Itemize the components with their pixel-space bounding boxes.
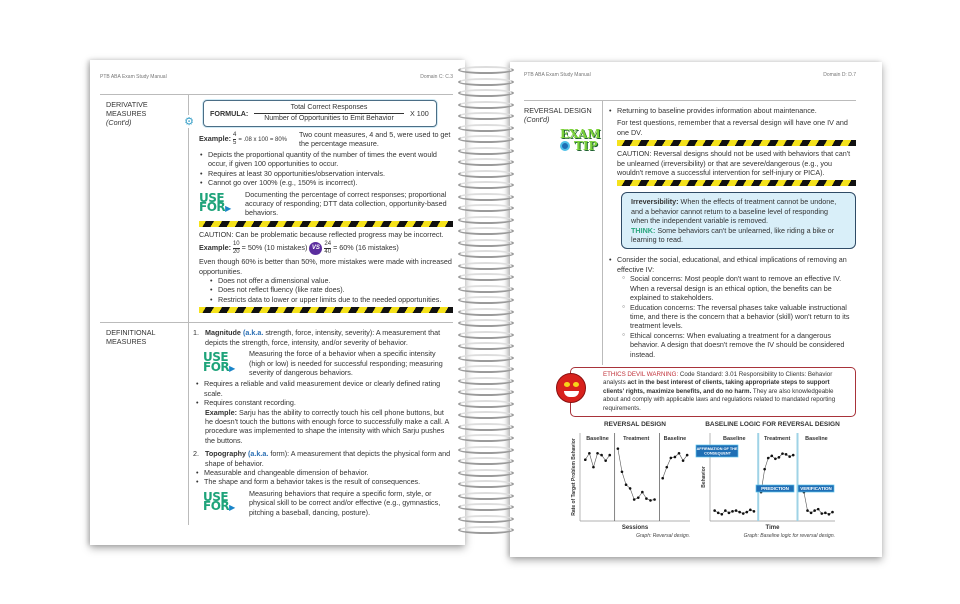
spiral-ring: [458, 480, 514, 488]
spiral-ring: [458, 89, 514, 97]
spiral-ring: [458, 331, 514, 339]
chart-caption: Graph: Baseline logic for reversal design.: [743, 532, 835, 539]
data-point: [770, 455, 773, 458]
data-point: [625, 483, 628, 486]
phase-label: Baseline: [663, 435, 687, 442]
spiral-ring: [458, 216, 514, 224]
spiral-ring: [458, 423, 514, 431]
devil-mascot-icon: [556, 373, 586, 403]
spiral-ring: [458, 319, 514, 327]
phase-label: Treatment: [763, 435, 791, 442]
data-point: [745, 511, 748, 514]
data-point: [665, 466, 668, 469]
example-1: Example: $\frac{4}{5}$ = .08 x 100 = 80% Two count measures, 4 and 5, were used to get the percentage measure.: [199, 130, 451, 148]
data-point: [810, 511, 813, 514]
data-point: [774, 457, 777, 460]
page-header-left: PTB ABA Exam Study Manual: [524, 72, 591, 78]
data-point: [731, 510, 734, 513]
spiral-ring: [458, 469, 514, 477]
data-point: [674, 456, 677, 459]
spiral-ring: [458, 239, 514, 247]
magnitude-example: Example: Sarju has the ability to correctly touch his cell phone buttons, but he doesn't touch the buttons with enough force to successfully make a call. A procedure was implemented to shape the intensity with which Sarju pushes the buttons.: [205, 407, 449, 445]
caution-stripe: [199, 221, 453, 227]
data-point: [633, 498, 636, 501]
irreversibility-box: Irreversibility: When the effects of treatment cannot be undone, and a behavior cannot return to a baseline level of responding when the independent variable is removed. THINK: Some behaviors can't be unlearned, like riding a bike or learning to read.: [621, 192, 856, 249]
section-title-definitional: DEFINITIONAL MEASURES: [106, 328, 156, 347]
caution-stripe: [617, 140, 856, 146]
spiral-ring: [458, 170, 514, 178]
data-point: [641, 491, 644, 494]
spiral-ring: [458, 526, 514, 534]
spiral-ring: [458, 492, 514, 500]
use-for-text-3: Measuring behaviors that require a specific form, style, or physical skill to be correct and/or effective (e.g., gymnastics, pitching a baseball, dancing, posture).: [249, 488, 441, 517]
data-point: [788, 455, 791, 458]
data-point: [785, 453, 788, 456]
spiral-ring: [458, 354, 514, 362]
spiral-ring: [458, 135, 514, 143]
spiral-ring: [458, 204, 514, 212]
even-though-text: Even though 60% is better than 50%, more mistakes were made with increased opportunities.: [199, 257, 452, 276]
data-point: [629, 487, 632, 490]
spiral-ring: [458, 273, 514, 281]
spiral-ring: [458, 457, 514, 465]
data-point: [720, 513, 723, 516]
magnitude-item: 1. Magnitude (a.k.a. strength, force, intensity, severity): A measurement that depicts the strength, force, intensity, and/or severity of behavior.: [193, 328, 441, 347]
data-point: [753, 510, 756, 513]
x-axis-label: Sessions: [621, 524, 649, 531]
use-for-badge: USE FOR ▶: [203, 353, 249, 373]
data-point: [600, 454, 603, 457]
charts-area: [560, 417, 860, 549]
chart-title: REVERSAL DESIGN: [603, 420, 667, 428]
data-point: [806, 509, 809, 512]
data-point: [813, 509, 816, 512]
y-axis-label: Rate of Target Problem Behavior: [571, 438, 577, 516]
data-point: [735, 509, 738, 512]
data-point: [617, 447, 620, 450]
data-point: [604, 459, 607, 462]
data-point: [653, 498, 656, 501]
section-title-reversal: REVERSAL DESIGN (Cont'd): [524, 106, 592, 124]
data-point: [820, 512, 823, 515]
formula-box: FORMULA: Total Correct Responses Number of Opportunities to Emit Behavior X 100: [203, 100, 437, 127]
data-point: [608, 454, 611, 457]
data-point: [763, 468, 766, 471]
caution-stripe: [199, 307, 453, 313]
test-question-tip: For test questions, remember that a reversal design will have one IV and one DV.: [617, 118, 848, 137]
formula-numerator: Total Correct Responses: [254, 103, 404, 114]
spiral-ring: [458, 158, 514, 166]
data-point: [778, 456, 781, 459]
chart-caption: Graph: Reversal design.: [636, 532, 690, 539]
spiral-ring: [458, 262, 514, 270]
phase-label: Baseline: [586, 435, 609, 442]
magnitude-bullets: • Requires a reliable and valid measurement device or clearly defined rating scale. • Requires constant recording.: [195, 379, 453, 407]
section-derivative: [100, 94, 453, 322]
spiral-ring: [458, 112, 514, 120]
spiral-ring: [458, 411, 514, 419]
spiral-ring: [458, 446, 514, 454]
x-axis-label: Time: [765, 524, 780, 531]
spiral-ring: [458, 388, 514, 396]
data-point: [637, 496, 640, 499]
bullet-list-2: • Does not offer a dimensional value. • Does not reflect fluency (like rate does). • Restricts data to lower or upper limits due to the needed opportunities.: [209, 276, 453, 304]
bullet-list-1: • Depicts the proportional quantity of the number of times the event would occur, if given 100 opportunities to occur. • Requires at least 30 opportunities/observation intervals. • Cannot go over 100% (e.g., 150% is incorrect).: [199, 150, 453, 188]
data-point: [713, 509, 716, 512]
spiral-ring: [458, 147, 514, 155]
exam-tip-badge: EXAM TIP: [560, 127, 601, 153]
data-point: [724, 509, 727, 512]
data-point: [584, 458, 587, 461]
right-page: [510, 62, 882, 557]
example-2: Example: $\frac{10}{20}$ = 50% (10 mistakes) VS $\frac{24}{40}$ = 60% (16 mistakes): [199, 241, 399, 255]
data-point: [742, 512, 745, 515]
data-point: [717, 511, 720, 514]
use-for-badge: USE FOR ▶: [199, 194, 245, 214]
annotation-label: VERIFICATION: [800, 486, 832, 492]
page-header-right: Domain C: C.3: [420, 74, 453, 80]
data-point: [621, 470, 624, 473]
data-point: [817, 508, 820, 511]
gear-icon: ⚙: [184, 116, 194, 128]
chart-title: BASELINE LOGIC FOR REVERSAL DESIGN: [705, 420, 840, 428]
series-line: [618, 449, 655, 501]
consider-list: • Consider the social, educational, and ethical implications of removing an effective IV: ○ Social concerns: Most people don't want to remove an effective IV. When a reversal design is an ethical option, the benefits can be explained to stakeholders. ○ Education concerns: The reversal phases take valuable instructional time, and there is the concern that a behavior (skill) won't return to its treatment levels. ○ Ethical concerns: When evaluating a treatment for a dangerous behavior. A design that doesn't remove the IV should be considered instead.: [608, 255, 856, 358]
data-point: [682, 459, 685, 462]
spiral-ring: [458, 308, 514, 316]
data-point: [828, 513, 831, 516]
spiral-ring: [458, 181, 514, 189]
spiral-ring: [458, 124, 514, 132]
data-point: [670, 457, 673, 460]
phase-label: Baseline: [722, 435, 746, 442]
data-point: [749, 509, 752, 512]
data-point: [661, 477, 664, 480]
data-point: [678, 452, 681, 455]
spiral-ring: [458, 365, 514, 373]
spiral-ring: [458, 515, 514, 523]
spiral-ring: [458, 66, 514, 74]
phase-label: Baseline: [805, 435, 828, 442]
data-point: [649, 499, 652, 502]
use-for-badge: USE FOR ▶: [203, 493, 249, 513]
phase-label: Treatment: [623, 435, 650, 442]
y-axis-label: Behavior: [701, 466, 707, 488]
ethics-warning-box: ETHICS DEVIL WARNING: Code Standard: 3.01 Responsibility to Clients: Behavior analysts act in the best interest of clients, taking appropriate steps to support clients' rights, maximize benefits, and do no harm. They are also knowledgeable about and comply with applicable laws and regulations related to mandated reporting requirements.: [570, 367, 856, 417]
data-point: [728, 511, 731, 514]
data-point: [686, 454, 689, 457]
spiral-ring: [458, 296, 514, 304]
spiral-ring: [458, 503, 514, 511]
spiral-ring: [458, 250, 514, 258]
spiral-ring: [458, 377, 514, 385]
section-title-derivative: DERIVATIVE MEASURES (Cont'd): [106, 100, 148, 127]
data-point: [767, 457, 770, 460]
spiral-ring: [458, 227, 514, 235]
page-header-left: PTB ABA Exam Study Manual: [100, 74, 167, 80]
use-for-text-2: Measuring the force of a behavior when a specific intensity (high or low) is needed for successful responding; measuring severity of dangerous behaviors.: [249, 349, 443, 377]
spiral-ring: [458, 78, 514, 86]
caution-text: CAUTION: Can be problematic because reflected progress may be incorrect.: [199, 229, 444, 239]
caution-text: CAUTION: Reversal designs should not be used with behaviors that can't be unlearned (irreversibility) or that are severe/dangerous (e.g., you wouldn't remove a successful intervention for self-injury or PICA).: [617, 149, 851, 178]
spiral-ring: [458, 434, 514, 442]
page-header-right: Domain D: D.7: [823, 72, 856, 78]
spiral-ring: [458, 400, 514, 408]
section-reversal: [524, 100, 856, 365]
left-page: [90, 60, 465, 545]
data-point: [588, 452, 591, 455]
data-point: [596, 452, 599, 455]
bullet-maintenance: • Returning to baseline provides information about maintenance.: [608, 106, 856, 115]
data-point: [592, 466, 595, 469]
vs-badge: VS: [309, 242, 322, 255]
topography-item: 2. Topography (a.k.a. form): A measurement that depicts the physical form and shape of behavior.: [193, 449, 451, 468]
section-definitional: [100, 322, 453, 525]
data-point: [738, 511, 741, 514]
spiral-ring: [458, 342, 514, 350]
data-point: [781, 452, 784, 455]
topography-bullets: • Measurable and changeable dimension of behavior. • The shape and form a behavior takes is the result of consequences.: [195, 468, 453, 487]
data-point: [645, 497, 648, 500]
annotation-label: AFFIRMATION OF THE CONSEQUENT: [696, 446, 738, 456]
spiral-ring: [458, 285, 514, 293]
use-for-text-1: Documenting the percentage of correct responses; proportional accuracy of responding; DTT data collection, opportunity-based behaviors.: [245, 189, 447, 218]
annotation-label: PREDICTION: [761, 486, 789, 492]
caution-stripe: [617, 180, 856, 186]
formula-denominator: Number of Opportunities to Emit Behavior: [264, 115, 394, 122]
data-point: [792, 454, 795, 457]
spiral-ring: [458, 101, 514, 109]
data-point: [831, 511, 834, 514]
spiral-ring: [458, 193, 514, 201]
data-point: [824, 511, 827, 514]
